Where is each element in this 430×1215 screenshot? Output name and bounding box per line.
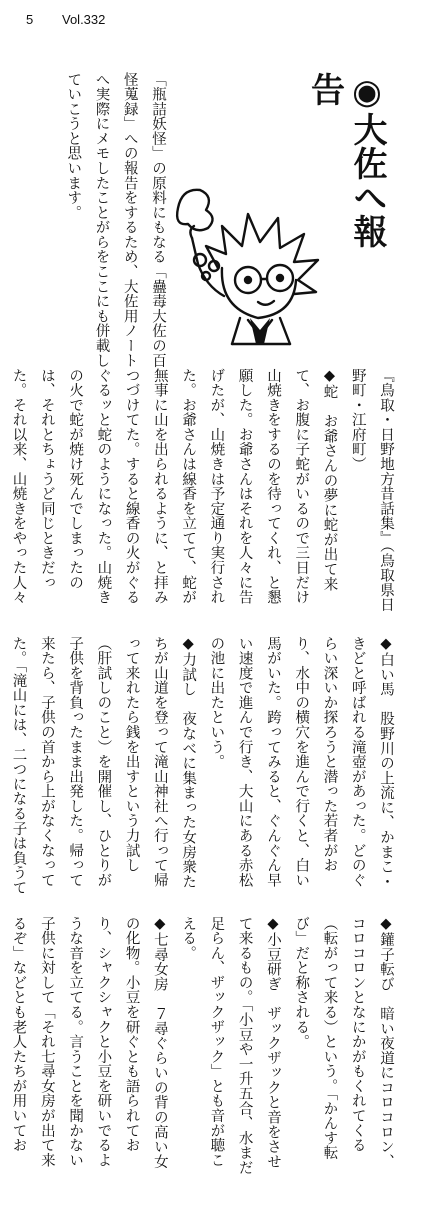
entry-trial-of-courage: ◆力試し 夜なべに集まった女房衆たちが山道を登って滝山神社へ行って帰って来れたら銭を出すという力試し（肝試しのこと）を開催し、ひとりが子供を背負ったまま出発した。帰って来たら、子供の首から上がなくなってた。「滝山には、二つになる子は負うて <box>10 636 197 895</box>
lower-section-1 <box>10 636 400 898</box>
page-number: 5 <box>26 12 34 27</box>
volume-label: Vol.332 <box>62 12 106 27</box>
entry-kansu-korobi: ◆鑵子転び 暗い夜道にコロコロン、コロコロンとなにかがもくれてくる（転がって来る）という。「かんす転び」だと称される。 <box>293 916 394 1169</box>
lower-section-2 <box>10 916 400 1178</box>
entry-white-horse: ◆白い馬 股野川の上流に、かまこ・きどと呼ばれる滝壺があった。どのぐらい深いか探ろうと潜った若者がおり、水中の横穴を進んで行くと、白い馬がいた。跨ってみると、ぐんぐん早い速度で進んで行き、大山にある赤松の池に出たという。 <box>208 636 394 889</box>
entry-azuki-togi: ◆小豆研ぎ ザックザックと音をさせて来るもの。「小豆や一升五合、水まだ足らん、ザックザック」とも音が聴こえる。 <box>180 916 281 1175</box>
section-heading: ◉大佐へ報告 <box>304 72 387 248</box>
entry-nanahiro-nyobo: ◆七尋女房 ７尋ぐらいの背の高い女の化物。小豆を研ぐとも語られており、シャクシャクと小豆を研いでるような音を立てる。言うことを聞かない子供に対して「それ七尋女房が出て来るぞ」などとも老人たちが用いてお <box>10 916 168 1169</box>
intro-paragraph: 「瓶詰妖怪」の原料にもなる「蠱毒大佐の百怪蒐録」への報告をするため、大佐用ノートへ実際にメモしたことがらをここにも併載していこうと思います。 <box>65 72 166 368</box>
character-illustration <box>148 168 333 346</box>
entry-snake: ◆蛇 お爺さんの夢に蛇が出て来て、お腹に子蛇がいるので三日だけ山焼きをするのを待ってくれ、と懇願した。お爺さんはそれを人々に告げたが、山焼きは予定通り実行された。お爺さんは線香を立てて、蛇が無事に山を出られるように、と拝みつづけてた。すると線香の火がぐるぐるッと蛇のようになった。山焼きの火で蛇が焼け死んでしまったのは、それとちょうど同じときだった。それ以来、山焼きをやった人々 <box>10 368 338 605</box>
middle-section <box>10 368 400 614</box>
source-citation: 『鳥取・日野地方昔話集』（鳥取県日野町・江府町） <box>349 368 394 613</box>
